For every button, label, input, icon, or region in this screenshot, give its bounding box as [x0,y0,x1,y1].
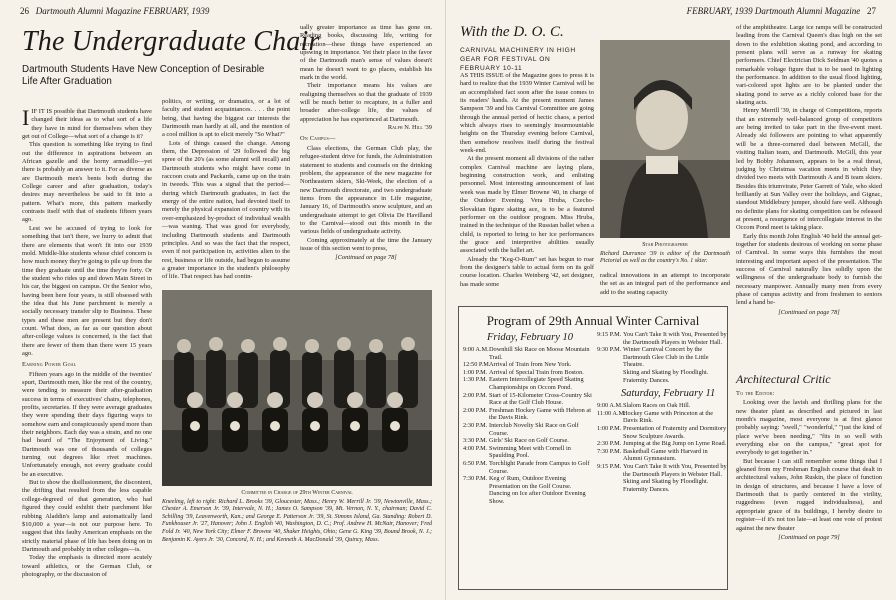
event-description: Basketball Game with Harvard in Alumni Gymnasium. [623,447,708,463]
paragraph: Today the emphasis is directed more acutely toward athletics, or the German Club, or photography, or the discussion of [22,554,152,578]
program-event [597,448,727,463]
paragraph: Looking over the lavish and thrilling plans for the new theater plant as described and pictured in last month's magazine, most everyone is at first glance probably saying: "swell," "wonderful," "just the kind of place we've been needing," "fits in so well with everything else on the campus," "great spot for everybody to get together in." [736,399,882,457]
event-time: 7:30 P.M. [463,475,488,483]
event-description: Downhill Ski Race on Moose Mountain Trail. [489,346,590,361]
event-description: Slalom Races on Oak Hill. [623,402,691,410]
event-time [597,369,623,377]
friday-evening-events [597,331,727,384]
event-time: 3:30 P.M. [463,437,488,445]
event-time: 9:15 P.M. [597,462,622,470]
right-column-2-tail: radical innovations in an attempt to incorporate the set as an integral part of the performance and add to the seating capacity [600,272,730,296]
program-event [463,475,595,490]
event-time: 11:00 A.M. [597,409,626,417]
left-running-head: 26 Dartmouth Alumni Magazine FEBRUARY, 1939 [20,6,210,16]
right-running-head: FEBRUARY, 1939 Dartmouth Alumni Magazine 27 [686,6,876,16]
paragraph: Early this month John English '40 held the annual get-together for students desirous of working on some phase of Carnival. In some ways this furnishes the most interesting and important aspect of the presentation. The success of Carnival naturally lies solidly upon the willingness of the undergraduate body to furnish the necessary manpower. Annually many men from every phase of campus activity and from freshmen to seniors lend a hand be- [736,232,882,307]
event-time: 1:00 P.M. [597,424,622,432]
paragraph: Fifteen years ago in the middle of the twenties' spurt, Dartmouth men, like the rest of the country, were tending to measure their after-graduation success in terms of executives' chairs, telephones, profits, secretaries. If they were average graduates they were spending their days figuring ways to somehow earn and conspicuously spend more than their neighbors. Each day was a strain, and no one had heard of "The Enjoyment of Living." Dartmouth was one of thousands of colleges turning out degrees like rivet machines. Unfortunately enough, not every graduate could be an executive. [22,370,152,478]
program-event [597,425,727,440]
program-event [463,422,595,437]
event-time: 2:30 P.M. [597,440,622,448]
paragraph: Lest we be accused of trying to look for something that isn't there, we hurry to admit that there are elements that won't fit into our 1939 mold. Middle-like students whose chief concern is how much money they're going to pile up from the time they graduate until the time they're forty. Or the student who rides up and down Main Street in his car, the biggest on campus. Or the Senior who, having been here four years, is still obsessed with the idea that his June parchment is merely a socially necessary transfer slip to Business. These types and these men are present but they don't count. What does, as far as our question about after-college values is concerned, is the fact that there are fewer of them than there were 15 years ago. [22,224,152,357]
subhead-on-campus: On Campus— [300,135,336,143]
paragraph: ually greater importance as time has gone on. Reading books, discussing life, writing for recreation—these things have experienced an upswing in importance. Yet their place in the favor of the Dartmouth man's sense of values doesn't mean he doesn't want to go places, establish his mark in the world. [300,24,432,82]
program-friday-column [463,331,595,505]
article-deck: Dartmouth Students Have New Conception of Desirable Life After Graduation [22,64,265,87]
program-event [463,361,595,369]
committee-group-photo [162,290,432,486]
program-saturday-column [597,331,727,493]
event-time: 12:50 P.M. [463,361,491,369]
event-description: You Can't Take It with You, Presented by the Dartmouth Players in Webster Hall. [623,331,727,346]
event-time: 6:50 P.M. [463,459,488,467]
paragraph: AS THIS ISSUE of the Magazine goes to press it is hard to realize that the 1939 Winter Carnival will be an accomplished fact soon after the issue comes to its readers' hands. At the present moment James Sampson '39 and his Carnival Committee are going through the annual period of hectic chaos, a period which always rises to seemingly insurmountable heights on the Thursday evening before Carnival, then somehow resolves itself during the festival week-end. [460,72,594,155]
critic-title: Architectural Critic [736,372,831,386]
event-description: Interclub Novelty Ski Race on Golf Course. [489,421,579,437]
event-time: 4:00 P.M. [463,444,488,452]
left-column-2 [162,64,290,286]
program-event [463,369,595,377]
paragraph: At the present moment all divisions of the rather complex Carnival machine are laying plans, beginning construction work, and enlisting personnel. Most interesting announcement of last week was made by Elmer Browne '40, in charge of the Outdoor Evening. Vera Hruba, Czecho-Slovakian figure skating ace, is to be a featured performer on the outdoor program. Miss Hruba, trained in the technique of the Russian ballet when a child, is reported to bring to her ice performances the grace and interpretive abilities usually associated with the ballet art. [460,155,594,255]
program-event [597,478,727,486]
program-event [463,407,595,422]
event-time: 9:00 A.M. [597,402,623,410]
program-event [597,331,727,346]
program-event [463,392,595,407]
event-time [597,478,623,486]
event-time: 9:00 A.M. [463,346,489,353]
article-title: The Undergraduate Chair [22,26,320,57]
event-description: Jumping at the Big Jump on Lyme Road. [623,440,727,448]
event-description: Hockey Game with Princeton at the Davis Rink. [623,409,714,425]
paragraph: politics, or writing, or dramatics, or a lot of faculty and student acquaintances. . . . the point being, that having the biggest car interests the Dartmouth man hardly at all, and the mention of a cool million is apt to elicit merely "So What?" [162,98,290,139]
event-time: 1:00 P.M. [463,368,488,376]
event-time [463,490,489,505]
subhead-earning-power: Earning Power Goal [22,361,77,369]
group-photo-illustration [162,290,432,486]
friday-heading: Friday, February 10 [487,332,574,343]
continued-note: [Continued on page 79] [778,533,840,541]
paragraph: This question is something like trying to find out the difference in aspirations between an African gazelle and the horny armadillo—yet there is probably an answer to it. For as diverse as are Dartmouth men's bents both during the College career and after graduation, today's desires may nevertheless be said to fit into a pattern. What's more, this pattern markedly contrasts itself with that of students fifteen years ago. [22,141,152,224]
portrait-caption-text: Richard Durrance '39 is editor of the Dartmouth Pictorial as well as the country's No. 1 skier. [600,250,730,265]
event-description: Eastern Intercollegiate Speed Skating Championships on Occom Pond. [489,376,584,391]
event-time [597,486,623,494]
continued-note: [Continued on page 78] [335,254,397,262]
critic-letter [736,390,882,596]
event-description: Fraternity Dances. [623,376,670,384]
continued-note: [Continued on page 78] [778,308,840,316]
left-column-1 [22,108,152,594]
program-event [463,490,595,505]
event-time: 1:30 P.M. [463,376,488,384]
section-kicker: CARNIVAL MACHINERY IN HIGH GEAR FOR FESTIVAL ON FEBRUARY 10-11 [460,47,576,72]
caption-title: Committee in Charge of 29th Winter Carnival [241,490,353,496]
event-time: 2:00 P.M. [463,406,488,414]
event-time: 9:30 P.M. [597,346,622,354]
program-title: Program of 29th Annual Winter Carnival [486,313,700,328]
paragraph: of the amphitheatre. Large ice ramps will be constructed leading from the Carnival Queen's dias high on the set down to the exhibition skating pond, and according to present plans will serve as a runway for skating performers. Chief Electrician Dick Seidman '40 quotes a remarkable voltage figure that is to be used in lighting the performance. In addition to the usual flood lighting, vari-colored spot lights are to be planted under the skating pond to serve as a richly colored base for the skating acts. [736,24,882,107]
friday-events [463,346,595,505]
event-description: Skiing and Skating by Floodlight. [623,478,709,486]
paragraph: IIF IT IS possible that Dartmouth students have changed their ideas as to what sort of a life they have in mind for themselves when they get out of College—what sort of a change is it? [22,108,152,141]
event-description: Arrival of Train from New York. [489,361,572,369]
paragraph: But because I can still remember some things that I gleaned from my Freshman English course that dealt in architectural values, John Ruskin, the place of function in design of structures, and because I have a love of Dartmouth that is partly centered in the virility, ruggedness (even rugged individualness), and appropriate grace of its buildings, I hereby desire to register—if it's not too late—at least one vote of protest against the new theater [736,457,882,532]
saturday-heading: Saturday, February 11 [621,388,716,400]
event-description: Fraternity Dances. [623,485,670,493]
event-time: 2:00 P.M. [463,391,488,399]
event-description: Arrival of Special Train from Boston. [489,368,584,376]
portrait-illustration [600,40,730,238]
event-time: 2:30 P.M. [463,421,488,429]
paragraph: Lots of things caused the change. Among them, the Depression of '29 followed the big spree of the 20's (as some alumni will recall) and Dartmouth students who might have come in raccoon coats and Packards, came up on the train in tweeds. This was a signal that the period—during which Dartmouth graduates, in fact the energy of the entire nation, had devoted itself to merely the physical expansion of country with its over-emphasized by-product of individual wealth—was waning. That was good for everybody, including Dartmouth students and Dartmouth principles. And so was the fact that the respect, even if not participation in, activities alien to the rest, business or life outside, had begun to assume a greater importance in the student's philosophy of life. That respect has had contin- [162,139,290,281]
paragraph: Henry Merrill '39, in charge of Competitions, reports that an extremely well-balanced group of competitors are being invited to take part in the five-event meet. Already ski followers are pointing to what apparently will be a three-cornered duel between McGill, the visiting Italian team, and Dartmouth. McGill, this year led by Bobby Johannsen, appears to be a real threat, judging by Christmas vacation meets in which they divided two meets with Dartmouth A and B team skiers. Besides this triumvirate, Peter Garrett of Yale, who skied brilliantly at Sun Valley over the holidays, and Gignac, standout Middlebury jumper, should fare well. Although no definite plans for skating competition can be released at present, a resurgence of intercollegiate interest in the Occom Pond meet is taking place. [736,107,882,232]
program-event [463,346,595,361]
skier-portrait-photo [600,40,730,238]
left-column-3 [300,24,432,286]
event-description: Winter Carnival Concert by the Dartmouth Glee Club in the Little Theatre. [623,346,709,369]
event-description: Swimming Meet with Cornell in Spaulding Pool. [489,444,571,460]
paragraph: Their importance means his values are realigning themselves so that the graduate of 1939 will be much better to recapture, in a fuller and broader after-college life, the values of appreciation he has experienced at Dartmouth. [300,82,432,123]
program-event [597,463,727,478]
portrait-caption [600,242,730,266]
paragraph: Coming approximately at the time the January issue of this section went to press, [300,236,432,252]
event-description: Skiing and Skating by Floodlight. [623,368,709,376]
paragraph: But to show the disillusionment, the discontent, the drifting that resulted from the less capable college-degreed of that generation, who had figured they could exhibit their parchment like rubbing Aladdin's lamp and automatically land $10,000 a year—is not our purpose here. To suggest that this faulty American emphasis on the strictly material phase of life has been doing on in Dartmouth and probably in other colleges—is. [22,479,152,553]
program-event [597,346,727,369]
event-description: Girls' Ski Race on Golf Course. [489,437,569,445]
program-event [597,377,727,385]
saturday-events [597,402,727,493]
program-event [463,437,595,445]
event-time: 7:30 P.M. [597,447,622,455]
program-event [597,369,727,377]
left-page [0,0,446,600]
program-event [597,440,727,448]
program-event [597,402,727,410]
event-description: Dancing on Ice after Outdoor Evening Show. [489,490,586,505]
event-description: Torchlight Parade from Campus to Golf Course. [489,459,590,475]
program-event [597,486,727,494]
section-title: With the D. O. C. [460,24,564,40]
critic-salutation: To the Editor: [736,390,775,397]
event-description: Presentation of Fraternity and Dormitory Snow Sculpture Awards. [623,424,727,440]
program-event [463,460,595,475]
event-description: Keg o' Rum, Outdoor Evening Presentation on the Golf Course. [489,475,572,490]
event-time: 9:15 P.M. [597,331,622,338]
photo-caption [162,490,432,544]
event-description: Freshman Hockey Game with Hebron at the Davis Rink. [489,406,591,422]
right-column-3 [736,24,882,370]
portrait-label: Star Photographer [642,242,688,248]
event-description: You Can't Take It with You, Presented by the Dartmouth Players in Webster Hall. [623,462,727,478]
caption-text: Kneeling, left to right: Richard L. Brooks '39, Gloucester, Mass.; Henry W. Merrill Jr. '39, Newtonville, Mass.; Chester A. Emerson Jr. '39, Intervale, N. H.; James O. Sampson '39, Mt. Vernon, N. Y., chairman; David C. Schilling '39, Leavenworth, Kan.; and George E. Patterson Jr. '39, St. Simons Island, Ga. Standing: Robert D. Funkhouser Jr. '27, Hanover; John J. English '40, Washington, D. C.; Prof. Andrew H. McNair, Hanover; Fred Fold Jr. '40, New York City; Elmer F. Browne '40, Shaker Heights, Ohio; Gene G. King '39, Bound Brook, N. J.; Benjamin K. Ayers Jr. '30, Concord, N. H.; and Kenneth A. MacDonald '39, Quincy, Mass. [162,498,432,543]
right-column-1 [460,72,594,302]
paragraph: Already the "Keg-O-Rum" set has begun to roar from the designer's table to actual form on its golf course location. Charles Weinberg '42, set designer, has made some [460,255,594,288]
event-time [597,377,623,385]
event-description: Start of 15-Kilometer Cross-Country Ski Race at the Golf Club House. [489,391,592,407]
program-event [597,410,727,425]
carnival-program-box [458,306,728,590]
paragraph: Class elections, the German Club play, the refugee-student drive for funds, the Administration statement to students and counsels on the drinking problem, the appearance of the new magazine for Northeastern skiers, Ski-Week, the election of a new Dartmouth directorate, and two undergraduate items from the appearance in Life magazine, January 16, of Dartmouth's snow sculpture, and an undergraduate attempt to get Olivia De Havilland to the Carnival—stood out this month in the various fields of undergraduate activity. [300,144,432,236]
program-event [463,445,595,460]
program-event [463,376,595,391]
drop-cap: I [22,108,30,130]
byline: Ralph N. Hill '39 [387,124,432,132]
